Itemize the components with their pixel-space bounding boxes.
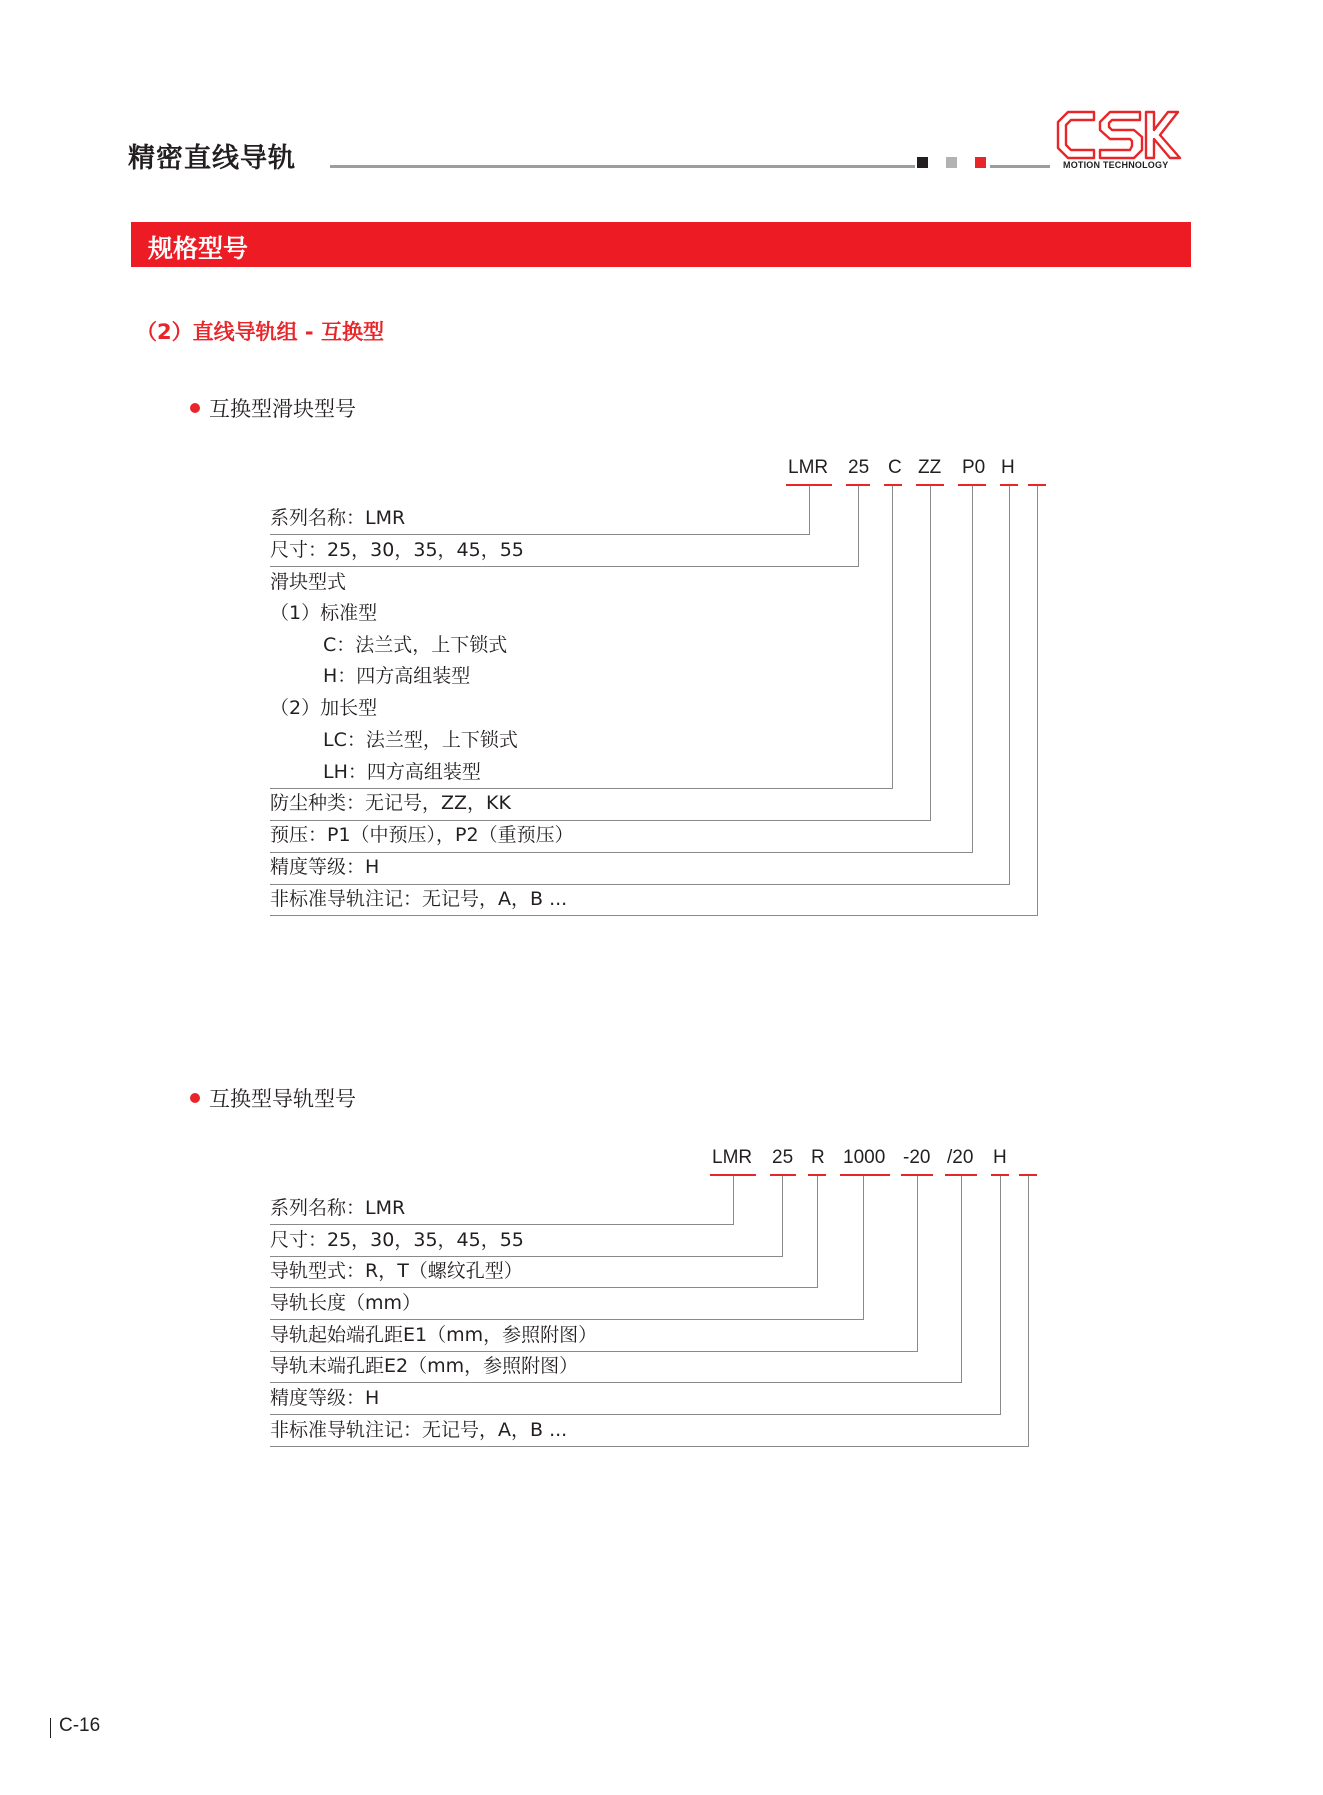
page-number: C-16 [59,1715,101,1736]
spec-label: LH：四方高组装型 [323,761,481,783]
connector-line [270,1446,1029,1447]
section-banner-title: 规格型号 [148,234,249,263]
spec-label: 预压：P1（中预压），P2（重预压） [270,824,574,846]
connector-line [270,1351,918,1352]
spec-label: （2）加长型 [270,697,378,719]
code-size: 25 [848,457,870,478]
connector-line [733,1176,734,1224]
spec-label: LC：法兰型，上下锁式 [323,729,518,751]
rail-model-heading: 互换型导轨型号 [209,1087,356,1111]
code-underline [884,484,902,486]
spec-label: 精度等级：H [270,856,380,878]
code-accuracy: H [1001,457,1015,478]
logo-tagline: MOTION TECHNOLOGY [1063,160,1169,170]
subsection-title: （2）直线导轨组 - 互换型 [136,320,384,344]
section-banner [131,222,1191,267]
spec-label: 导轨型式：R，T（螺纹孔型） [270,1260,523,1282]
title-divider-end [990,165,1050,168]
connector-line [270,1256,783,1257]
connector-line [892,486,893,788]
code-underline [770,1174,796,1176]
spec-label: （1）标准型 [270,602,378,624]
code-block-type: C [888,457,902,478]
code-length: 1000 [843,1147,886,1168]
connector-line [1037,486,1038,915]
connector-line [270,566,859,567]
spec-label: 系列名称：LMR [270,507,406,529]
connector-line [270,1414,1001,1415]
code-e2: /20 [947,1147,974,1168]
spec-label: 系列名称：LMR [270,1197,406,1219]
spec-label: 尺寸：25，30，35，45，55 [270,539,524,561]
code-rail-type: R [811,1147,825,1168]
connector-line [809,486,810,534]
decor-square-gray [946,157,957,168]
page-title: 精密直线导轨 [128,143,296,174]
connector-line [270,820,931,821]
spec-label: 精度等级：H [270,1387,380,1409]
connector-line [817,1176,818,1287]
decor-square-red [975,157,986,168]
spec-label: 非标准导轨注记：无记号，A，B ... [270,888,568,910]
connector-line [930,486,931,820]
code-preload: P0 [962,457,986,478]
connector-line [1028,1176,1029,1446]
code-dust: ZZ [918,457,942,478]
connector-line [917,1176,918,1351]
spec-label: 尺寸：25，30，35，45，55 [270,1229,524,1251]
spec-label: 防尘种类：无记号，ZZ，KK [270,792,511,814]
connector-line [961,1176,962,1382]
code-series: LMR [712,1147,753,1168]
spec-label: C：法兰式，上下锁式 [323,634,508,656]
title-divider [330,165,915,168]
spec-label: 导轨起始端孔距E1（mm，参照附图） [270,1324,598,1346]
connector-line [863,1176,864,1319]
spec-label: 非标准导轨注记：无记号，A，B ... [270,1419,568,1441]
connector-line [1009,486,1010,884]
decor-square-black [917,157,928,168]
connector-line [270,534,810,535]
footer-divider [50,1718,51,1738]
connector-line [270,884,1010,885]
connector-line [782,1176,783,1256]
connector-line [1000,1176,1001,1414]
spec-label: 导轨长度（mm） [270,1292,422,1314]
code-series: LMR [788,457,829,478]
spec-label: H：四方高组装型 [323,665,471,687]
connector-line [270,1319,864,1320]
bullet-icon [190,403,200,413]
code-e1: -20 [903,1147,931,1168]
spec-label: 导轨末端孔距E2（mm，参照附图） [270,1355,579,1377]
connector-line [270,788,893,789]
bullet-icon [190,1093,200,1103]
connector-line [270,915,1038,916]
spec-label: 滑块型式 [270,571,347,593]
code-accuracy: H [993,1147,1007,1168]
connector-line [270,1287,818,1288]
code-underline [840,1174,890,1176]
connector-line [972,486,973,852]
connector-line [270,852,973,853]
block-model-heading: 互换型滑块型号 [209,397,356,421]
code-size: 25 [772,1147,794,1168]
connector-line [858,486,859,566]
connector-line [270,1224,734,1225]
connector-line [270,1382,962,1383]
